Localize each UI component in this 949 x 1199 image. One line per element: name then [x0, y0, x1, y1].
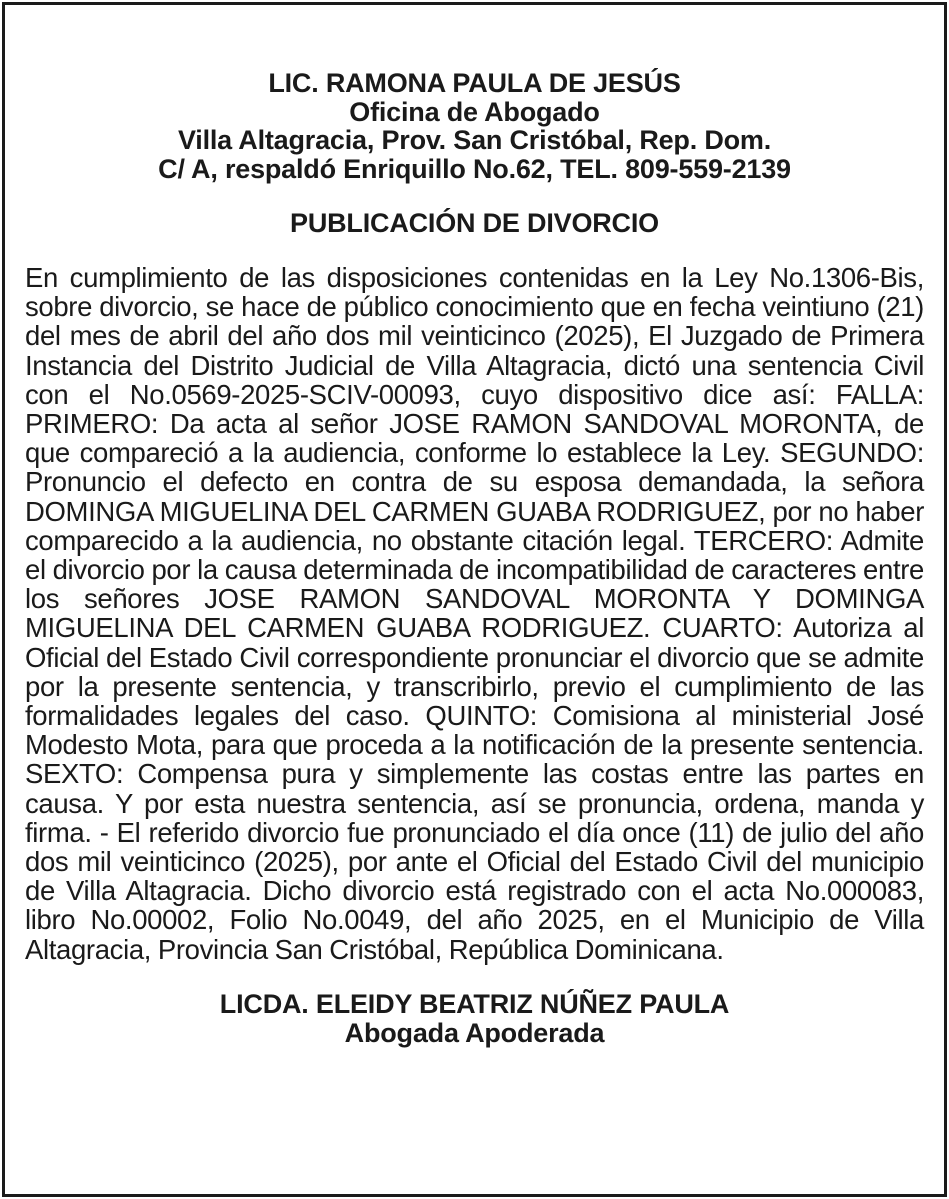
legal-notice	[2, 2, 947, 1197]
letterhead	[5, 69, 944, 183]
signer-name: LICDA. ELEIDY BEATRIZ NÚÑEZ PAULA	[219, 988, 730, 1019]
notice-title: PUBLICACIÓN DE DIVORCIO	[290, 208, 659, 238]
signer-role: Abogada Apoderada	[344, 1017, 605, 1048]
office-address: C/ A, respaldó Enriquillo No.62, TEL. 809-559-2139	[158, 153, 791, 184]
lawyer-name: LIC. RAMONA PAULA DE JESÚS	[268, 68, 681, 98]
office-label: Oficina de Abogado	[349, 96, 600, 127]
office-location: Villa Altagracia, Prov. San Cristóbal, Rep. Dom.	[177, 125, 772, 155]
signature-block	[5, 990, 944, 1048]
notice-body: En cumplimiento de las disposiciones contenidas en la Ley No.1306-Bis, sobre divorcio, se hace de público conocimiento que en fecha veintiuno (21) del mes de abril del año dos mil veinticinco (2025), El Juzgado de Primera Instancia del Distrito Judicial de Villa Altagracia, dictó una sentencia Civil con el No.0569-2025-SCIV-00093, cuyo dispositivo dice así: FALLA: PRIMERO: Da acta al señor JOSE RAMON SANDOVAL MORONTA, de que compareció a la audiencia, conforme lo establece la Ley. SEGUNDO: Pronuncio el defecto en contra de su esposa demandada, la señora DOMINGA MIGUELINA DEL CARMEN GUABA RODRIGUEZ, por no haber comparecido a la audiencia, no obstante citación legal. TERCERO: Admite el divorcio por la causa determinada de incompatibilidad de caracteres entre los señores JOSE RAMON SANDOVAL MORONTA Y DOMINGA MIGUELINA DEL CARMEN GUABA RODRIGUEZ. CUARTO: Autoriza al Oficial del Estado Civil correspondiente pronunciar el divorcio que se admite por la presente sentencia, y transcribirlo, previo el cumplimiento de las formalidades legales del caso. QUINTO: Comisiona al ministerial José Modesto Mota, para que proceda a la notificación de la presente sentencia. SEXTO: Compensa pura y simplemente las costas entre las partes en causa. Y por esta nuestra sentencia, así se pronuncia, ordena, manda y firma. - El referido divorcio fue pronunciado el día once (11) de julio del año dos mil veinticinco (2025), por ante el Oficial del Estado Civil del municipio de Villa Altagracia. Dicho divorcio está registrado con el acta No.000083, libro No.00002, Folio No.0049, del año 2025, en el Municipio de Villa Altagracia, Provincia San Cristóbal, República Dominicana.	[25, 262, 924, 965]
